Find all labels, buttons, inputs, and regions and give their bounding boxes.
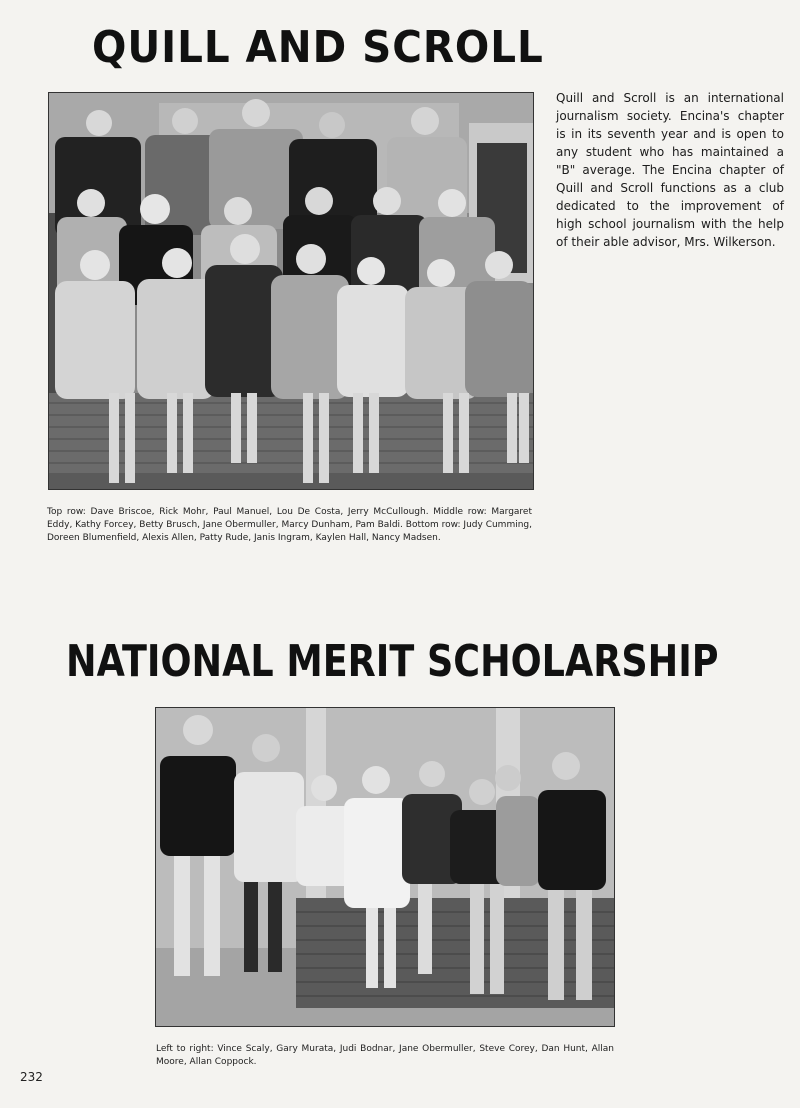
page-number: 232 [20, 1070, 43, 1084]
quill-and-scroll-description: Quill and Scroll is an international journalism society. Encina's chapter is in its seventh year and is open to any student who has maintained a "B" average. The Encina chapter of Quill and Scroll functions as a club dedicated to the improvement of high school journalism with the help of their able advisor, Mrs. Wilkerson. [556, 91, 784, 249]
national-merit-heading: NATIONAL MERIT SCHOLARSHIP [66, 636, 719, 687]
national-merit-group-photo [155, 707, 615, 1027]
quill-and-scroll-caption: Top row: Dave Briscoe, Rick Mohr, Paul Manuel, Lou De Costa, Jerry McCullough. Middle row: Margaret Eddy, Kathy Forcey, Betty Brusch, Jane Obermuller, Marcy Dunham, Pam Baldi. Bottom row: Judy Cumming, Doreen Blumenfield, Alexis Allen, Patty Rude, Janis Ingram, Kaylen Hall, Nancy Madsen. [47, 507, 532, 543]
quill-and-scroll-group-photo [48, 92, 534, 490]
national-merit-caption: Left to right: Vince Scaly, Gary Murata, Judi Bodnar, Jane Obermuller, Steve Corey, Dan Hunt, Allan Moore, Allan Coppock. [156, 1044, 614, 1067]
quill-and-scroll-heading: QUILL AND SCROLL [92, 22, 544, 73]
